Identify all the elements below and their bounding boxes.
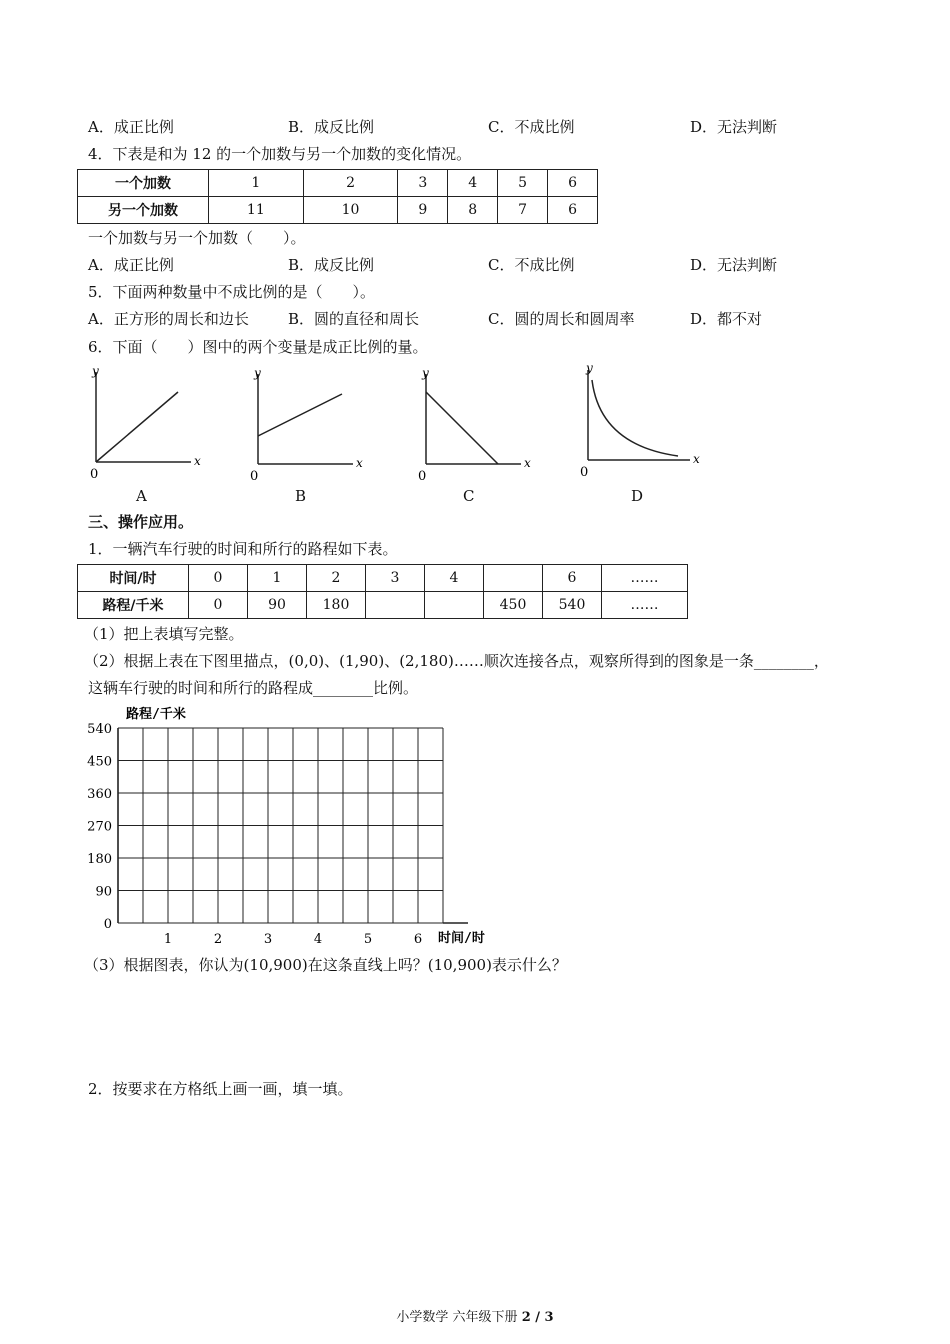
table-cell: 时间/时: [78, 565, 189, 592]
table-cell: 0: [189, 565, 248, 592]
y-tick-labels: [87, 722, 112, 932]
y-axis-title: 路程/千米: [126, 707, 186, 722]
x-axis-label: x: [524, 456, 531, 470]
p2-stem: 2．按要求在方格纸上画一画，填一填。: [88, 1080, 353, 1098]
table-cell: 540: [543, 592, 602, 619]
table-cell: 5: [498, 170, 548, 197]
travel-table: [77, 564, 688, 619]
y-tick-label: 450: [87, 754, 112, 770]
section-title: 三、操作应用。: [88, 513, 194, 531]
x-axis-label: x: [194, 454, 201, 468]
plot-line: [426, 392, 498, 464]
x-tick-label: 3: [263, 932, 273, 947]
x-tick-label: 6: [413, 932, 423, 947]
distance-time-grid-chart: [78, 700, 498, 950]
table-cell: 6: [548, 197, 598, 224]
y-tick-label: 90: [95, 884, 112, 900]
table-cell: 3: [398, 170, 448, 197]
p1-stem: 1．一辆汽车行驶的时间和所行的路程如下表。: [88, 540, 398, 558]
page-number: 2 / 3: [521, 1310, 554, 1325]
table-cell: 9: [398, 197, 448, 224]
graph-d: [578, 360, 713, 484]
table-row: [78, 197, 598, 224]
table-cell: 11: [209, 197, 304, 224]
y-tick-label: 540: [87, 722, 112, 737]
q4-option-a: A．成正比例: [88, 256, 174, 274]
table-row: [78, 592, 688, 619]
table-cell: [425, 592, 484, 619]
q4-table: [77, 169, 598, 224]
table-cell: 3: [366, 565, 425, 592]
table-cell: 90: [248, 592, 307, 619]
table-cell: 2: [307, 565, 366, 592]
grid-lines: [118, 728, 468, 923]
table-row: [78, 170, 598, 197]
graph-d-label: D: [631, 487, 644, 505]
table-cell: 8: [448, 197, 498, 224]
x-tick-label: 2: [213, 932, 223, 947]
table-cell: 路程/千米: [78, 592, 189, 619]
y-tick-label: 270: [87, 819, 112, 835]
graph-a: [86, 362, 216, 482]
table-cell: 一个加数: [78, 170, 209, 197]
graph-a-label: A: [136, 487, 147, 505]
q4-option-b: B．成反比例: [288, 256, 375, 274]
y-axis-label: y: [254, 366, 261, 380]
x-tick-label: 1: [163, 932, 173, 947]
y-tick-label: 180: [87, 852, 112, 867]
q4-option-c: C．不成比例: [488, 256, 575, 274]
q5-option-d: D．都不对: [690, 310, 763, 328]
table-cell: 另一个加数: [78, 197, 209, 224]
table-cell: [484, 565, 543, 592]
q6-stem: 6．下面（ ）图中的两个变量是成正比例的量。: [88, 338, 428, 356]
table-cell: 4: [425, 565, 484, 592]
table-cell: 1: [248, 565, 307, 592]
table-cell: 180: [307, 592, 366, 619]
origin-label: 0: [250, 469, 259, 484]
footer-text: 小学数学 六年级下册: [396, 1310, 522, 1325]
y-axis-label: y: [586, 361, 593, 375]
graph-b-label: B: [295, 487, 307, 505]
table-cell: ……: [602, 592, 688, 619]
q5-option-b: B．圆的直径和周长: [288, 310, 420, 328]
table-row: [78, 565, 688, 592]
x-axis-label: x: [693, 452, 700, 466]
table-cell: 7: [498, 197, 548, 224]
page-footer: [0, 1306, 950, 1325]
origin-label: 0: [90, 467, 99, 482]
table-cell: ……: [602, 565, 688, 592]
q5-option-c: C．圆的周长和圆周率: [488, 310, 635, 328]
p1-sub3: （3）根据图表，你认为(10,900)在这条直线上吗？(10,900)表示什么？: [84, 956, 567, 974]
origin-label: 0: [580, 465, 589, 480]
table-cell: 450: [484, 592, 543, 619]
graph-c: [416, 364, 546, 484]
y-tick-label: 0: [103, 917, 112, 932]
plot-line: [258, 394, 342, 436]
q4-stem: 4．下表是和为 12 的一个加数与另一个加数的变化情况。: [88, 145, 472, 163]
y-axis-label: y: [422, 366, 429, 380]
p1-sub1: （1）把上表填写完整。: [84, 625, 244, 643]
q3-option-a: A．成正比例: [88, 118, 174, 136]
x-tick-label: 4: [313, 932, 323, 947]
table-cell: 2: [303, 170, 398, 197]
y-axis-label: y: [92, 364, 99, 378]
graph-c-label: C: [463, 487, 475, 505]
q3-option-d: D．无法判断: [690, 118, 778, 136]
table-cell: 10: [303, 197, 398, 224]
table-cell: 6: [543, 565, 602, 592]
p1-sub2-line2: 这辆车行驶的时间和所行的路程成________比例。: [88, 679, 419, 697]
x-axis-label: x: [356, 456, 363, 470]
x-axis-title: 时间/时: [438, 931, 485, 946]
table-cell: 0: [189, 592, 248, 619]
q3-option-c: C．不成比例: [488, 118, 575, 136]
q5-stem: 5．下面两种数量中不成比例的是（ ）。: [88, 283, 376, 301]
q4-option-d: D．无法判断: [690, 256, 778, 274]
q5-option-a: A．正方形的周长和边长: [88, 310, 249, 328]
graph-b: [248, 364, 378, 484]
origin-label: 0: [418, 469, 427, 484]
x-tick-labels: [164, 932, 422, 947]
table-cell: 4: [448, 170, 498, 197]
plot-curve: [592, 380, 678, 456]
x-tick-label: 5: [363, 932, 373, 947]
q3-option-b: B．成反比例: [288, 118, 375, 136]
p1-sub2-line1: （2）根据上表在下图里描点，(0,0)、(1,90)、(2,180)……顺次连接各点，观察所得到的图象是一条________，: [84, 652, 829, 670]
table-cell: 1: [209, 170, 304, 197]
q4-question: 一个加数与另一个加数（ ）。: [88, 229, 306, 247]
table-cell: [366, 592, 425, 619]
plot-line: [96, 392, 178, 462]
table-cell: 6: [548, 170, 598, 197]
y-tick-label: 360: [87, 787, 112, 802]
